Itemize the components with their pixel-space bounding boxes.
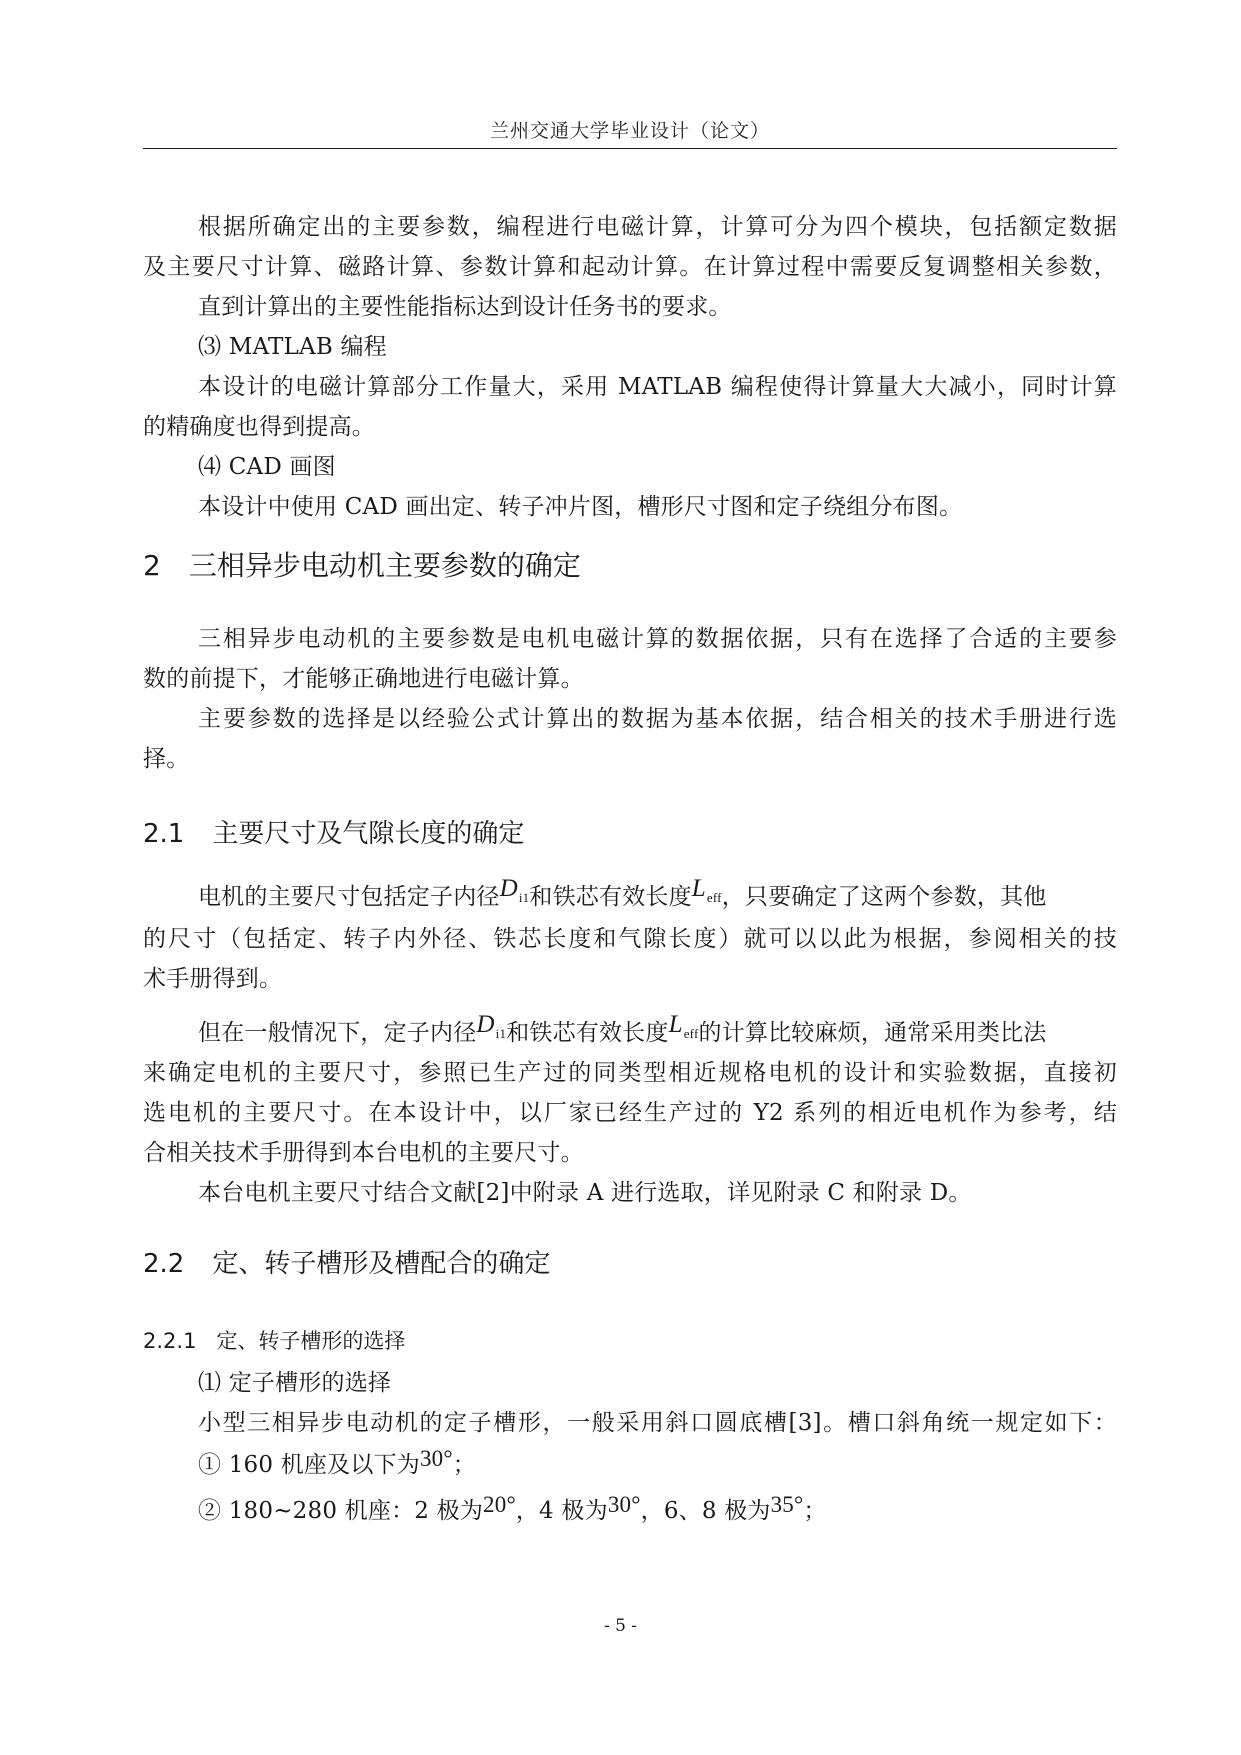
text-run: 和铁芯有效长度: [529, 884, 692, 910]
angle-value: 30°: [419, 1446, 453, 1471]
paragraph-line: 数的前提下，才能够正确地进行电磁计算。: [143, 666, 584, 692]
paragraph-line: 术手册得到。: [143, 966, 283, 992]
paragraph-line: 择。: [143, 746, 190, 772]
section-heading-2-2-1: [143, 1326, 405, 1356]
section-number: 2.1: [143, 819, 185, 849]
paragraph-line: 主要参数的选择是以经验公式计算出的数据为基本依据，结合相关的技术手册进行选: [198, 706, 1117, 732]
list-item: [143, 1494, 1117, 1528]
paragraph-line: 本设计中使用 CAD 画出定、转子冲片图，槽形尺寸图和定子绕组分布图。: [198, 494, 963, 520]
text-run: ；: [803, 1498, 827, 1524]
paragraph-line: [143, 875, 1117, 917]
angle-value: 20°: [483, 1492, 516, 1517]
symbol-l: $L_{eff}$: [691, 875, 722, 905]
text-run: 但在一般情况下，定子内径: [198, 1020, 477, 1046]
section-title: 定、转子槽形的选择: [216, 1329, 406, 1353]
list-item: ⑶ MATLAB 编程: [198, 334, 387, 360]
text-run: ，只要确定了这两个参数，其他: [721, 884, 1047, 910]
paragraph-line: [143, 1011, 1117, 1053]
symbol-d: $D_{i1}$: [476, 1011, 507, 1041]
section-heading-2: [143, 546, 581, 586]
symbol-l: $L_{eff}$: [668, 1011, 699, 1041]
section-number: 2.2: [143, 1249, 185, 1279]
paragraph-line: 本设计的电磁计算部分工作量大，采用 MATLAB 编程使得计算量大大减小，同时计算: [198, 374, 1117, 400]
paragraph-line: 的尺寸（包括定、转子内外径、铁芯长度和气隙长度）就可以以此为根据，参阅相关的技: [143, 926, 1117, 952]
page-number: - 5 -: [603, 1616, 638, 1636]
paragraph-line: 小型三相异步电动机的定子槽形，一般采用斜口圆底槽[3]。槽口斜角统一规定如下：: [198, 1410, 1117, 1436]
paragraph-line: 来确定电机的主要尺寸，参照已生产过的同类型相近规格电机的设计和实验数据，直接初: [143, 1060, 1117, 1086]
list-item: [143, 1448, 1117, 1482]
section-heading-2-1: [143, 816, 524, 852]
list-item: ⑴ 定子槽形的选择: [198, 1370, 392, 1396]
angle-value: 35°: [770, 1492, 804, 1517]
text-run: ，4 极为: [515, 1498, 608, 1524]
paragraph-line: 的精确度也得到提高。: [143, 414, 375, 440]
text-run: ；: [452, 1452, 476, 1478]
angle-value: 30°: [607, 1492, 641, 1517]
paragraph-line: 本台电机主要尺寸结合文献[2]中附录 A 进行选取，详见附录 C 和附录 D。: [198, 1180, 972, 1206]
text-run: ，6、8 极为: [640, 1498, 771, 1524]
section-title: 三相异步电动机主要参数的确定: [188, 549, 581, 582]
paragraph-line: 选电机的主要尺寸。在本设计中，以厂家已经生产过的 Y2 系列的相近电机作为参考，结: [143, 1100, 1117, 1126]
paragraph-line: 合相关技术手册得到本台电机的主要尺寸。: [143, 1140, 584, 1166]
text-run: 电机的主要尺寸包括定子内径: [198, 884, 500, 910]
section-title: 主要尺寸及气隙长度的确定: [212, 819, 525, 849]
text-run: 和铁芯有效长度: [506, 1020, 669, 1046]
text-run: ① 160 机座及以下为: [198, 1452, 420, 1478]
paragraph-line: 及主要尺寸计算、磁路计算、参数计算和起动计算。在计算过程中需要反复调整相关参数，: [143, 254, 1117, 280]
paragraph-line: 根据所确定出的主要参数，编程进行电磁计算，计算可分为四个模块，包括额定数据: [198, 214, 1117, 240]
header-rule: [143, 148, 1117, 149]
section-number: 2: [143, 549, 161, 582]
list-item: ⑷ CAD 画图: [198, 454, 336, 480]
text-run: ② 180~280 机座：2 极为: [198, 1498, 484, 1524]
section-number: 2.2.1: [143, 1329, 197, 1353]
page-header: 兰州交通大学毕业设计（论文）: [489, 120, 770, 142]
section-title: 定、转子槽形及槽配合的确定: [212, 1249, 551, 1279]
text-run: 的计算比较麻烦，通常采用类比法: [698, 1020, 1047, 1046]
paragraph-line: 三相异步电动机的主要参数是电机电磁计算的数据依据，只有在选择了合适的主要参: [198, 626, 1117, 652]
paragraph-line: 直到计算出的主要性能指标达到设计任务书的要求。: [198, 294, 732, 320]
section-heading-2-2: [143, 1246, 550, 1282]
symbol-d: $D_{i1}$: [499, 875, 530, 905]
